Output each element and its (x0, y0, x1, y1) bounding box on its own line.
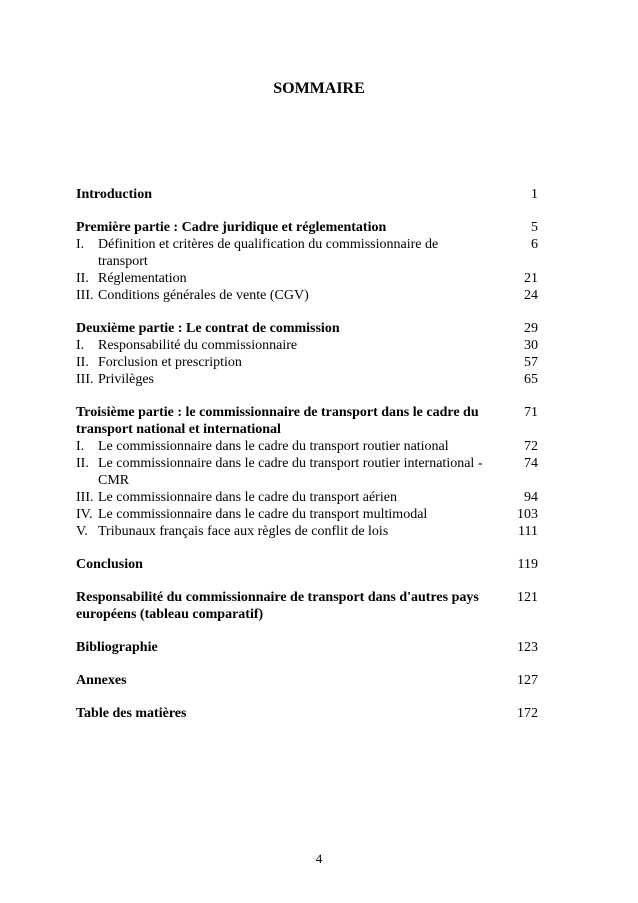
toc-item-page: 111 (518, 524, 538, 539)
toc-item-number: V. (76, 524, 88, 539)
toc-item-label (76, 236, 498, 270)
toc-heading-label: Responsabilité du commissionnaire de transport dans d'autres pays européens (tableau comparatif) (76, 590, 479, 622)
toc-heading-label: Troisième partie : le commissionnaire de transport dans le cadre du transport national et international (76, 405, 479, 437)
toc-section (76, 556, 538, 573)
toc-heading-page: 119 (517, 557, 538, 572)
toc-heading-page: 29 (524, 321, 538, 336)
toc-heading-label: Bibliographie (76, 640, 158, 655)
toc-heading[interactable] (76, 589, 538, 623)
toc-heading[interactable] (76, 219, 538, 236)
toc-item-number: III. (76, 288, 94, 303)
toc-item-label (76, 371, 498, 388)
toc-item-page: 103 (517, 507, 538, 522)
page-title: SOMMAIRE (273, 80, 365, 97)
toc-section (76, 672, 538, 689)
toc-item-text: Privilèges (98, 372, 154, 387)
toc-section (76, 705, 538, 722)
toc-item-text: Tribunaux français face aux règles de conflit de lois (98, 524, 389, 539)
toc-item-label (76, 489, 498, 506)
toc-item[interactable] (76, 371, 538, 388)
toc-section (76, 639, 538, 656)
toc-item-text: Le commissionnaire dans le cadre du transport aérien (98, 490, 397, 505)
toc-heading-label: Annexes (76, 673, 127, 688)
toc-section (76, 320, 538, 388)
toc-heading-page: 71 (524, 405, 538, 420)
toc-item-page: 30 (524, 338, 538, 353)
toc-item-text: Le commissionnaire dans le cadre du transport routier international - CMR (98, 456, 483, 488)
toc-item[interactable] (76, 337, 538, 354)
toc-item-text: Responsabilité du commissionnaire (98, 338, 298, 353)
toc-item-text: Définition et critères de qualification du commissionnaire de transport (98, 237, 439, 269)
toc-item-text: Le commissionnaire dans le cadre du transport multimodal (98, 507, 428, 522)
toc-item-number: I. (76, 237, 85, 252)
toc-item-number: II. (76, 456, 89, 471)
toc-item[interactable] (76, 354, 538, 371)
toc-heading-page: 1 (531, 187, 538, 202)
toc-item-number: I. (76, 338, 85, 353)
table-of-contents (76, 186, 538, 738)
toc-item-label (76, 455, 498, 489)
toc-heading-page: 121 (517, 590, 538, 605)
toc-item-label (76, 337, 498, 354)
toc-item-text: Conditions générales de vente (CGV) (98, 288, 309, 303)
toc-item-label (76, 270, 498, 287)
toc-heading-page: 123 (517, 640, 538, 655)
toc-heading-page: 5 (531, 220, 538, 235)
toc-item-page: 72 (524, 439, 538, 454)
toc-item[interactable] (76, 489, 538, 506)
toc-item-label (76, 287, 498, 304)
toc-item-page: 21 (524, 271, 538, 286)
toc-heading-label: Deuxième partie : Le contrat de commission (76, 321, 340, 336)
toc-item-number: II. (76, 355, 89, 370)
toc-item-page: 57 (524, 355, 538, 370)
toc-heading[interactable] (76, 186, 538, 203)
toc-section (76, 186, 538, 203)
toc-heading[interactable] (76, 705, 538, 722)
toc-item-text: Réglementation (98, 271, 187, 286)
toc-item[interactable] (76, 523, 538, 540)
toc-item[interactable] (76, 455, 538, 489)
toc-item-label (76, 354, 498, 371)
toc-item-label (76, 438, 498, 455)
toc-heading[interactable] (76, 639, 538, 656)
toc-heading-label: Première partie : Cadre juridique et réglementation (76, 220, 387, 235)
toc-item-label (76, 523, 498, 540)
toc-item-label (76, 506, 498, 523)
toc-item[interactable] (76, 506, 538, 523)
toc-item-text: Forclusion et prescription (98, 355, 242, 370)
toc-item-text: Le commissionnaire dans le cadre du transport routier national (98, 439, 449, 454)
toc-item-number: III. (76, 372, 94, 387)
toc-heading-label: Introduction (76, 187, 152, 202)
toc-item-number: IV. (76, 507, 93, 522)
toc-heading[interactable] (76, 556, 538, 573)
toc-heading[interactable] (76, 320, 538, 337)
toc-item-page: 65 (524, 372, 538, 387)
toc-section (76, 219, 538, 304)
toc-item[interactable] (76, 236, 538, 270)
toc-heading-label: Conclusion (76, 557, 143, 572)
toc-item[interactable] (76, 270, 538, 287)
toc-item[interactable] (76, 287, 538, 304)
page-number: 4 (315, 851, 323, 866)
toc-item-number: II. (76, 271, 89, 286)
toc-item-page: 24 (524, 288, 538, 303)
toc-heading[interactable] (76, 404, 538, 438)
toc-section (76, 589, 538, 623)
toc-item-page: 74 (524, 456, 538, 471)
toc-heading-page: 172 (517, 706, 538, 721)
toc-heading-page: 127 (517, 673, 538, 688)
toc-heading-label: Table des matières (76, 706, 187, 721)
toc-item-number: I. (76, 439, 85, 454)
toc-heading[interactable] (76, 672, 538, 689)
toc-item-page: 6 (531, 237, 538, 252)
toc-item[interactable] (76, 438, 538, 455)
toc-item-page: 94 (524, 490, 538, 505)
toc-section (76, 404, 538, 540)
toc-item-number: III. (76, 490, 94, 505)
